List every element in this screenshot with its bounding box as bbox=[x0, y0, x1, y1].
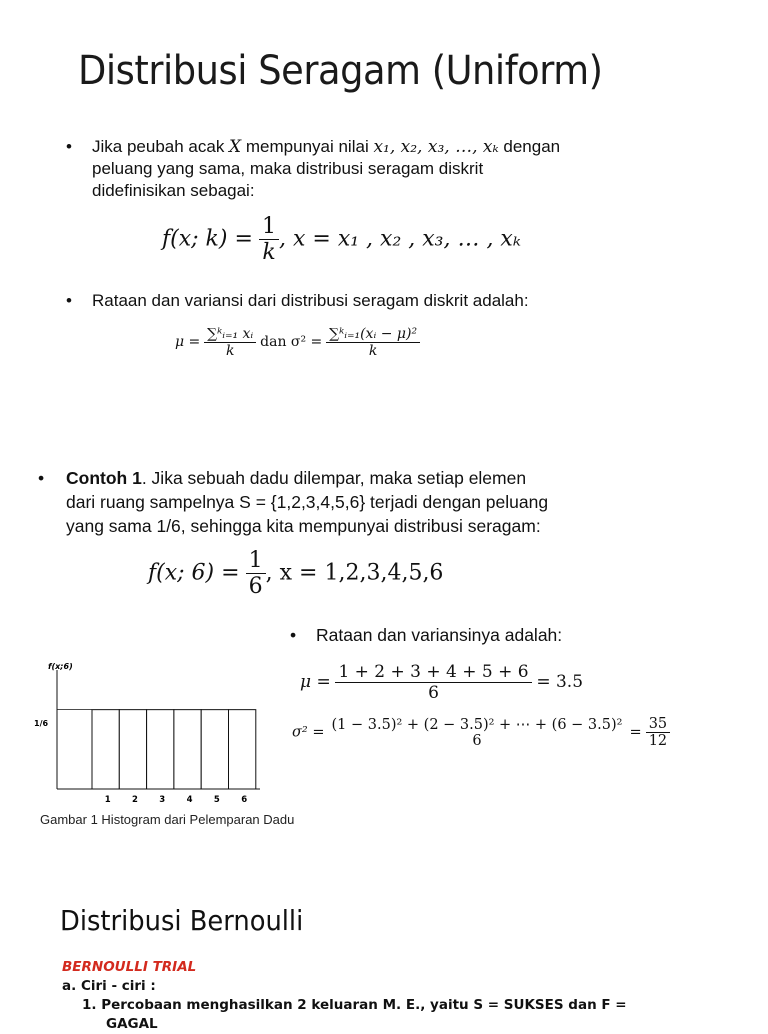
die-mean-formula bbox=[300, 662, 583, 703]
x-tick-label: 5 bbox=[213, 795, 220, 805]
histogram-bar bbox=[174, 710, 201, 789]
page-title: Distribusi Seragam (Uniform) bbox=[78, 48, 603, 94]
bernoulli-heading: BERNOULLI TRIAL bbox=[62, 959, 197, 975]
histogram-bar bbox=[147, 710, 174, 789]
connector-text: dan σ² = bbox=[260, 334, 323, 351]
x-tick-label: 2 bbox=[131, 795, 138, 805]
fraction-denominator: k bbox=[262, 240, 276, 265]
y-axis-label: f(x;6) bbox=[48, 662, 73, 671]
bullet-mean-variance bbox=[66, 290, 732, 312]
fraction bbox=[326, 326, 420, 359]
text-segment: Jika peubah acak bbox=[92, 137, 230, 156]
fraction-denominator: 6 bbox=[428, 683, 439, 703]
bullet-die-mean-variance bbox=[290, 624, 736, 646]
fraction-denominator: 12 bbox=[648, 733, 668, 749]
bullet-text: Rataan dan variansi dari distribusi seragam diskrit adalah: bbox=[92, 291, 529, 310]
histogram-bar bbox=[92, 710, 119, 789]
sigma-lhs: σ² = bbox=[292, 724, 325, 741]
bullet-dot: • bbox=[66, 291, 72, 310]
fraction-numerator: 1 + 2 + 3 + 4 + 5 + 6 bbox=[335, 662, 531, 683]
bernoulli-block bbox=[62, 958, 762, 1034]
fraction-denominator: 6 bbox=[472, 732, 482, 749]
fraction bbox=[246, 548, 266, 599]
bullet-dot: • bbox=[66, 137, 72, 156]
bullet-dot: • bbox=[290, 625, 297, 645]
fraction-numerator: 1 bbox=[259, 214, 279, 240]
fraction bbox=[259, 214, 279, 265]
mu-lhs: μ = bbox=[175, 334, 201, 351]
formula-rhs: , x = x₁ , x₂ , x₃, … , xₖ bbox=[279, 226, 521, 252]
example-block bbox=[38, 466, 726, 538]
bernoulli-item: 1. Percobaan menghasilkan 2 keluaran M. E., yaitu S = SUKSES dan F = bbox=[82, 997, 627, 1013]
variable-x: X bbox=[229, 137, 242, 157]
fraction bbox=[646, 716, 670, 749]
bullet-definition bbox=[66, 136, 732, 202]
x-tick-label: 3 bbox=[159, 795, 166, 805]
x-tick-label: 6 bbox=[241, 795, 248, 805]
bernoulli-item-continuation: GAGAL bbox=[106, 1016, 158, 1032]
pmf-formula bbox=[162, 214, 521, 265]
example-label: Contoh 1 bbox=[66, 468, 142, 488]
x-tick-label: 4 bbox=[186, 795, 193, 805]
value-list: x₁, x₂, x₃, …, xₖ bbox=[373, 137, 499, 157]
example-line bbox=[66, 466, 726, 490]
example-line: yang sama 1/6, sehingga kita mempunyai distribusi seragam: bbox=[66, 516, 541, 536]
fraction-numerator: 1 bbox=[246, 548, 266, 574]
text-segment: mempunyai nilai bbox=[241, 137, 374, 156]
bullet-line: peluang yang sama, maka distribusi seragam diskrit bbox=[92, 159, 484, 178]
fraction-denominator: k bbox=[368, 343, 378, 359]
fraction-numerator: (1 − 3.5)² + (2 − 3.5)² + ⋯ + (6 − 3.5)² bbox=[331, 716, 623, 733]
y-tick-label: 1/6 bbox=[34, 719, 49, 728]
text-segment: . Jika sebuah dadu dilempar, maka setiap elemen bbox=[141, 468, 527, 488]
fraction-numerator: ∑ᵏᵢ₌₁ xᵢ bbox=[204, 326, 256, 343]
fraction-denominator: k bbox=[225, 343, 235, 359]
fraction bbox=[204, 326, 256, 359]
example-line: dari ruang sampelnya S = {1,2,3,4,5,6} terjadi dengan peluang bbox=[66, 492, 549, 512]
bernoulli-subheading: a. Ciri - ciri : bbox=[62, 978, 156, 994]
die-variance-formula bbox=[292, 716, 670, 749]
text-segment: dengan bbox=[498, 137, 561, 156]
bullet-line: didefinisikan sebagai: bbox=[92, 181, 255, 200]
mean-variance-formula bbox=[175, 326, 420, 359]
formula-lhs: f(x; 6) = bbox=[148, 560, 240, 586]
section-title-bernoulli: Distribusi Bernoulli bbox=[60, 904, 304, 937]
fraction-numerator: 35 bbox=[646, 716, 670, 733]
formula-lhs: f(x; k) = bbox=[162, 226, 253, 252]
equals-sign: = bbox=[629, 724, 642, 741]
bullet-line bbox=[92, 136, 732, 158]
x-tick-label: 1 bbox=[104, 795, 111, 805]
histogram-bar bbox=[119, 710, 146, 789]
fraction bbox=[329, 717, 626, 749]
histogram-caption: Gambar 1 Histogram dari Pelemparan Dadu bbox=[40, 812, 295, 827]
histogram-bar bbox=[229, 710, 256, 789]
bullet-dot: • bbox=[38, 468, 45, 488]
formula-result: = 3.5 bbox=[536, 671, 584, 692]
die-pmf-formula bbox=[148, 548, 443, 599]
bullet-text: Rataan dan variansinya adalah: bbox=[316, 625, 563, 645]
fraction bbox=[335, 662, 531, 703]
fraction-denominator: 6 bbox=[248, 574, 263, 599]
histogram-bar bbox=[201, 710, 228, 789]
formula-rhs: , x = 1,2,3,4,5,6 bbox=[265, 560, 444, 586]
uniform-histogram bbox=[34, 656, 274, 806]
fraction-numerator: ∑ᵏᵢ₌₁(xᵢ − μ)² bbox=[326, 326, 420, 343]
mu-lhs: μ = bbox=[300, 671, 331, 692]
